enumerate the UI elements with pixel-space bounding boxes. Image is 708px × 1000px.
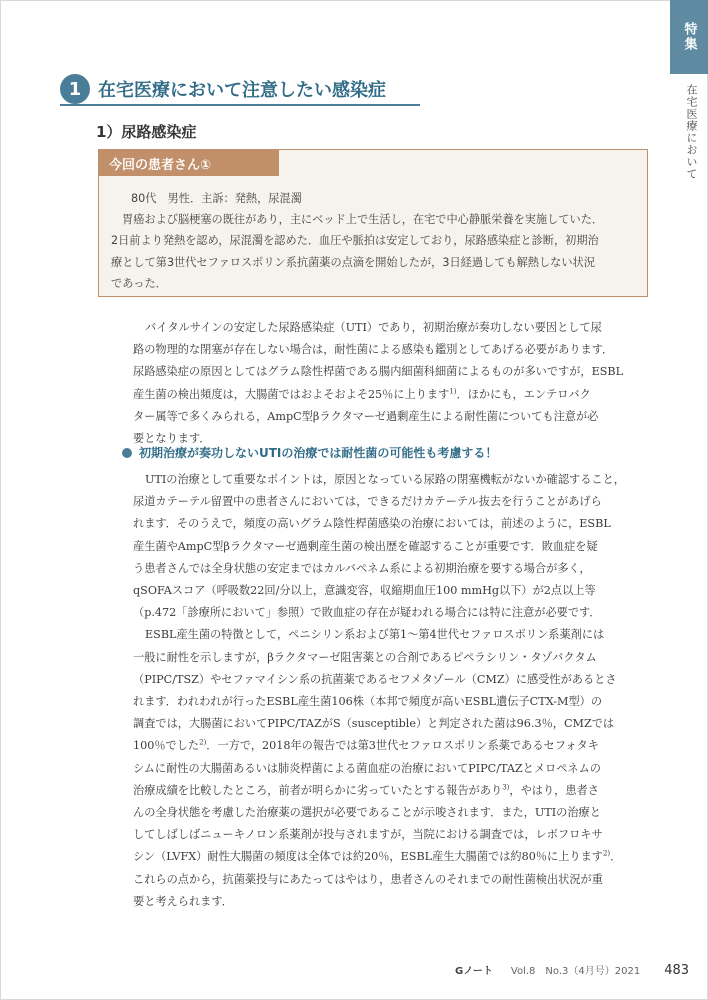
- text-line: qSOFAスコア（呼吸数22回/分以上，意識変容，収縮期血圧100 mmHg以下）が2点以上等: [133, 584, 596, 598]
- case-line: 2日前より発熱を認め，尿混濁を認めた．血圧や脈拍は安定しており，尿路感染症と診断，初期治: [111, 234, 599, 248]
- text-line: 治療成績を比較したところ，前者が明らかに劣っていたとする報告があり$^{3)}$，やはり，患者さ: [133, 783, 599, 797]
- text-line: シムに耐性の大腸菌あるいは肺炎桿菌による菌血症の治療においてPIPC/TAZとメロペネムの: [133, 761, 601, 775]
- text-line: 尿路感染症の原因としてはグラム陰性桿菌である腸内細菌科細菌によるものが多いですが，ESBL: [133, 365, 624, 379]
- page-footer: [455, 962, 689, 978]
- case-line: であった．: [111, 276, 167, 290]
- bullet-heading-text: 初期治療が奏功しないUTIの治療では耐性菌の可能性も考慮する！: [139, 446, 498, 460]
- journal-volume: Vol.8 No.3（4月号）2021: [510, 966, 641, 977]
- text-line: （PIPC/TSZ）やセファマイシン系の抗菌薬であるセフメタゾール（CMZ）に感受性があるとさ: [133, 672, 617, 686]
- subsection-title: 1）尿路感染症: [96, 123, 197, 141]
- journal-name: Gノート: [455, 966, 493, 977]
- text-line: 産生菌やAmpC型βラクタマーゼ過剰産生菌の検出歴を確認することが重要です．敗血症を疑: [133, 539, 598, 553]
- text-line: 尿道カテーテル留置中の患者さんにおいては，できるだけカテーテル抜去を行うことがあげら: [133, 495, 602, 509]
- reference-marker: 3): [502, 783, 510, 792]
- text-line: UTIの治療として重要なポイントは，原因となっている尿路の閉塞機転がないか確認すること，: [145, 473, 625, 486]
- paragraph-2: [133, 469, 648, 913]
- text-line: 要となります．: [133, 432, 211, 446]
- text-line: う患者さんでは全身状態の安定まではカルバペネム系による初期治療を要する場合が多く，: [133, 561, 591, 575]
- text-line: れます．われわれが行ったESBL産生菌106株（本邦で頻度が高いESBL遺伝子CTX-M型）の: [133, 695, 603, 709]
- text-line: 100％でした$^{2)}$．一方で，2018年の報告では第3世代セファロスポリン系薬であるセフォタキ: [133, 738, 599, 753]
- text-line: 調査では，大腸菌においてPIPC/TAZがS（susceptible）と判定された菌は96.3％，CMZでは: [133, 717, 615, 731]
- reference-marker: 1): [449, 386, 457, 395]
- case-box-body: [111, 188, 637, 294]
- text-line: んの全身状態を考慮した治療薬の選択が必要であることが示唆されます．また，UTIの治療と: [133, 806, 601, 820]
- section-heading: [60, 74, 386, 104]
- text-line: これらの点から，抗菌薬投与にあたってはやはり，患者さんのそれまでの耐性菌検出状況が重: [133, 872, 603, 886]
- text-line: 一般に耐性を示しますが，βラクタマーゼ阻害薬との合剤であるピペラシリン・タゾバクタム: [133, 650, 597, 664]
- text-line: 要と考えられます．: [133, 894, 233, 908]
- bullet-dot-icon: [122, 448, 132, 458]
- text-line: 路の物理的な閉塞が存在しない場合は，耐性菌による感染も鑑別としてあげる必要があります．: [133, 343, 614, 357]
- text-line: シン（LVFX）耐性大腸菌の頻度は全体では約20％，ESBL産生大腸菌では約80％に上ります$^{2)}$．: [133, 849, 622, 864]
- text-line: （p.472「診療所において」参照）で敗血症の存在が疑われる場合には特に注意が必要です．: [133, 606, 601, 620]
- side-section-title: 在宅医療において: [685, 84, 698, 180]
- feature-tab: 特集: [670, 0, 708, 74]
- page-number: 483: [664, 963, 690, 978]
- text-line: れます．そのうえで，頻度の高いグラム陰性桿菌感染の治療においては，前述のように，ESBL: [133, 517, 611, 531]
- bullet-heading: [122, 444, 497, 461]
- text-line: ESBL産生菌の特徴として，ペニシリン系および第1～第4世代セファロスポリン系薬剤には: [145, 628, 605, 642]
- section-number-badge: 1: [60, 74, 90, 104]
- text-line: ター属等で多くみられる，AmpC型βラクタマーゼ過剰産生による耐性菌についても注意が必: [133, 409, 599, 423]
- paragraph-1: [133, 317, 648, 450]
- section-title: 在宅医療において注意したい感染症: [98, 80, 386, 101]
- patient-case-box: [98, 149, 648, 297]
- text-line: バイタルサインの安定した尿路感染症（UTI）であり，初期治療が奏功しない要因として尿: [145, 321, 602, 334]
- text-line: 産生菌の検出頻度は，大腸菌ではおよそおよそ25％に上ります$^{1)}$．ほかにも，エンテロバク: [133, 386, 591, 401]
- case-line: 胃癌および脳梗塞の既往があり，主にベッド上で生活し，在宅で中心静脈栄養を実施していた．: [122, 213, 604, 227]
- case-line: 療として第3世代セファロスポリン系抗菌薬の点滴を開始したが，3日経過しても解熱しない状況: [111, 255, 595, 269]
- section-underline: [60, 104, 420, 106]
- text-line: してしばしばニューキノロン系薬剤が投与されますが，当院における調査では，レボフロキサ: [133, 828, 603, 842]
- case-box-title: 今回の患者さん①: [99, 150, 279, 176]
- reference-marker: 2): [199, 738, 207, 747]
- reference-marker: 2): [602, 849, 611, 858]
- case-line: 80代 男性．主訴：発熱，尿混濁: [131, 192, 302, 205]
